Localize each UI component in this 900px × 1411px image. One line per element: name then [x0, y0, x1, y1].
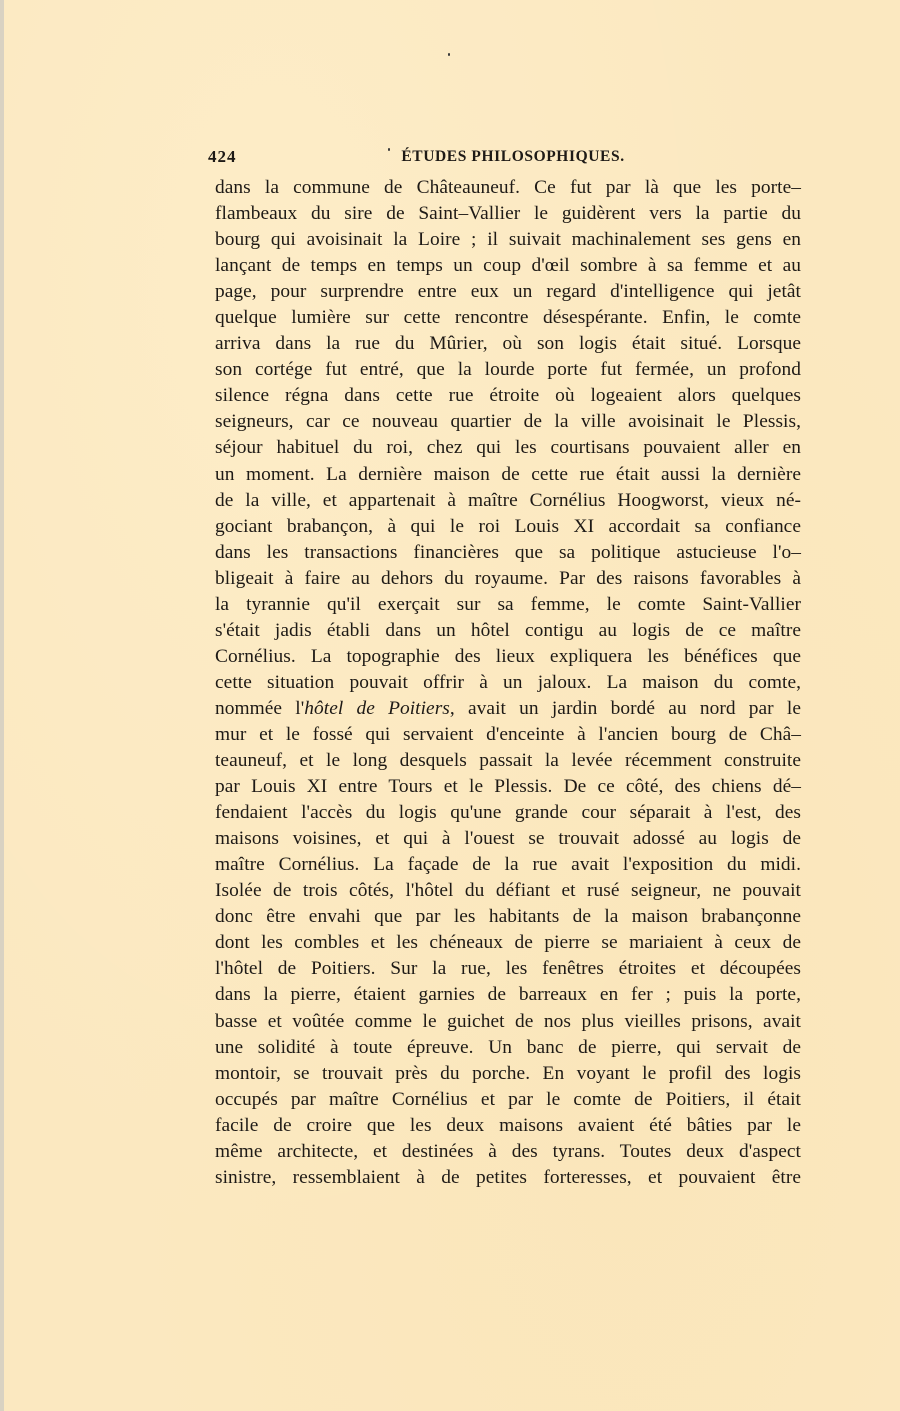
- text-line: flambeaux du sire de Saint–Vallier le guidèrent vers la partie du: [215, 203, 801, 225]
- text-line: occupés par maître Cornélius et par le comte de Poitiers, il était: [215, 1088, 801, 1110]
- running-head: [208, 147, 808, 169]
- text-line: la tyrannie qu'il exerçait sur sa femme, le comte Saint-Vallier: [215, 593, 801, 615]
- text-line: gociant brabançon, à qui le roi Louis XI accordait sa confiance: [215, 515, 801, 537]
- text-line: montoir, se trouvait près du porche. En voyant le profil des logis: [215, 1062, 801, 1084]
- text-line: seigneurs, car ce nouveau quartier de la ville avoisinait le Plessis,: [215, 411, 801, 433]
- text-line: séjour habituel du roi, chez qui les courtisans pouvaient aller en: [215, 437, 801, 459]
- text-line: sinistre, ressemblaient à de petites forteresses, et pouvaient être: [215, 1166, 801, 1188]
- text-line: un moment. La dernière maison de cette rue était aussi la dernière: [215, 463, 801, 485]
- text-line: s'était jadis établi dans un hôtel contigu au logis de ce maître: [215, 619, 801, 641]
- text-segment: nommée l': [215, 697, 305, 719]
- text-line: par Louis XI entre Tours et le Plessis. De ce côté, des chiens dé–: [215, 776, 801, 798]
- text-line: de la ville, et appartenait à maître Cornélius Hoogworst, vieux né-: [215, 489, 801, 511]
- text-line: l'hôtel de Poitiers. Sur la rue, les fenêtres étroites et découpées: [215, 958, 801, 980]
- text-line: bligeait à faire au dehors du royaume. Par des raisons favorables à: [215, 567, 801, 589]
- text-line: page, pour surprendre entre eux un regard d'intelligence qui jetât: [215, 281, 801, 303]
- text-line: arriva dans la rue du Mûrier, où son logis était situé. Lorsque: [215, 333, 801, 355]
- text-line: dont les combles et les chéneaux de pierre se mariaient à ceux de: [215, 932, 801, 954]
- text-line: dans les transactions financières que sa politique astucieuse l'o–: [215, 541, 801, 563]
- text-line: même architecte, et destinées à des tyrans. Toutes deux d'aspect: [215, 1140, 801, 1162]
- text-line: lançant de temps en temps un coup d'œil sombre à sa femme et au: [215, 255, 801, 277]
- page-number: 424: [208, 147, 237, 166]
- text-line: silence régna dans cette rue étroite où logeaient alors quelques: [215, 385, 801, 407]
- text-line: mur et le fossé qui servaient d'enceinte à l'ancien bourg de Châ–: [215, 723, 801, 745]
- text-line: maître Cornélius. La façade de la rue avait l'exposition du midi.: [215, 854, 801, 876]
- text-line: maisons voisines, et qui à l'ouest se trouvait adossé au logis de: [215, 828, 801, 850]
- text-line: Isolée de trois côtés, l'hôtel du défiant et rusé seigneur, ne pouvait: [215, 880, 801, 902]
- text-line: Cornélius. La topographie des lieux expliquera les bénéfices que: [215, 645, 801, 667]
- text-line: son cortége fut entré, que la lourde porte fut fermée, un profond: [215, 359, 801, 381]
- text-line: dans la pierre, étaient garnies de barreaux en fer ; puis la porte,: [215, 984, 801, 1006]
- text-line: basse et voûtée comme le guichet de nos plus vieilles prisons, avait: [215, 1010, 801, 1032]
- running-title: ÉTUDES PHILOSOPHIQUES.: [401, 148, 625, 165]
- italic-hotel-name: hôtel de Poitiers: [304, 697, 450, 719]
- text-line-with-italic: [215, 696, 801, 722]
- text-line: bourg qui avoisinait la Loire ; il suivait machinalement ses gens en: [215, 229, 801, 251]
- text-line: quelque lumière sur cette rencontre désespérante. Enfin, le comte: [215, 307, 801, 329]
- text-line: cette situation pouvait offrir à un jaloux. La maison du comte,: [215, 671, 801, 693]
- text-line: teauneuf, et le long desquels passait la levée récemment construite: [215, 750, 801, 772]
- text-line: dans la commune de Châteauneuf. Ce fut par là que les porte–: [215, 177, 801, 198]
- text-line: facile de croire que les deux maisons avaient été bâties par le: [215, 1114, 801, 1136]
- text-line: donc être envahi que par les habitants de la maison brabançonne: [215, 906, 801, 928]
- ink-speck: [448, 53, 450, 56]
- text-segment: , avait un jardin bordé au nord par le: [449, 697, 801, 719]
- text-line: une solidité à toute épreuve. Un banc de pierre, qui servait de: [215, 1036, 801, 1058]
- text-line: fendaient l'accès du logis qu'une grande cour séparait à l'est, des: [215, 802, 801, 824]
- body-text: [215, 175, 801, 1191]
